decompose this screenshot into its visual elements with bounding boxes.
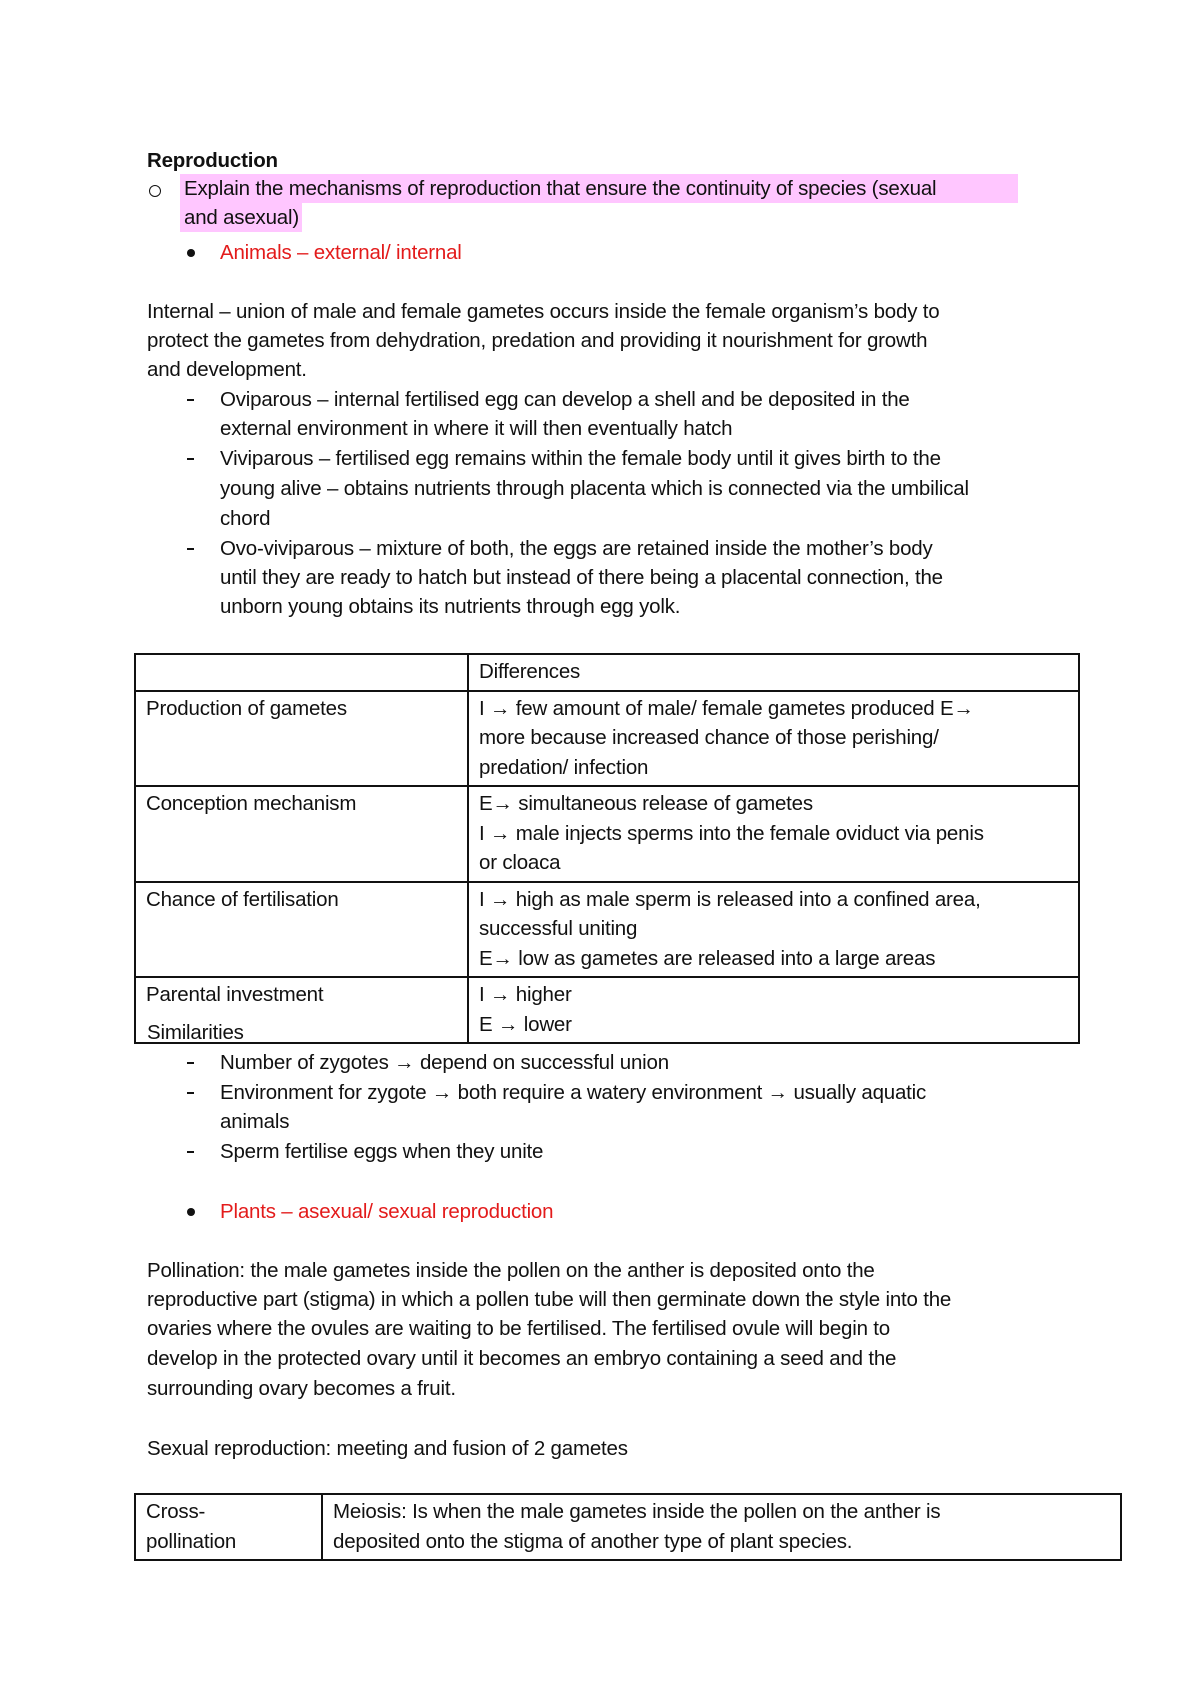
table-header: Differences bbox=[468, 654, 1079, 691]
dash-icon bbox=[187, 1151, 194, 1153]
table-row bbox=[135, 691, 1079, 787]
paragraph-line: Pollination: the male gametes inside the pollen on the anther is deposited onto the bbox=[147, 1259, 875, 1282]
dash-icon bbox=[187, 1062, 194, 1064]
table-row bbox=[135, 882, 1079, 978]
paragraph-line: Sexual reproduction: meeting and fusion of 2 gametes bbox=[147, 1437, 628, 1460]
list-item-line: external environment in where it will then eventually hatch bbox=[220, 417, 733, 440]
dash-icon bbox=[187, 548, 194, 550]
animals-heading: Animals – external/ internal bbox=[220, 241, 462, 264]
paragraph-line: and development. bbox=[147, 358, 307, 381]
row-label: Parental investment bbox=[135, 977, 468, 1043]
cell-line: more because increased chance of those perishing/ bbox=[479, 726, 939, 749]
bullet-icon bbox=[187, 1208, 195, 1216]
differences-table bbox=[134, 653, 1080, 1044]
table-row bbox=[135, 654, 1079, 691]
row-label: Chance of fertilisation bbox=[135, 882, 468, 978]
cell-line: pollination bbox=[146, 1529, 237, 1553]
list-item-line: Environment for zygote → both require a watery environment → usually aquatic bbox=[220, 1081, 927, 1104]
paragraph-line: reproductive part (stigma) in which a pollen tube will then germinate down the style into the bbox=[147, 1288, 952, 1311]
similarities-title: Similarities bbox=[147, 1021, 244, 1044]
table-cell bbox=[468, 786, 1079, 882]
table-row bbox=[135, 786, 1079, 882]
bullet-icon bbox=[187, 249, 195, 257]
cell-line: deposited onto the stigma of another type of plant species. bbox=[333, 1529, 853, 1553]
objective-line: Explain the mechanisms of reproduction that ensure the continuity of species (sexual bbox=[184, 177, 937, 200]
list-item-line: unborn young obtains its nutrients through egg yolk. bbox=[220, 595, 681, 618]
list-item-line: Viviparous – fertilised egg remains within the female body until it gives birth to the bbox=[220, 447, 941, 470]
list-item-line: chord bbox=[220, 507, 271, 530]
list-item-line: Sperm fertilise eggs when they unite bbox=[220, 1140, 544, 1163]
dash-icon bbox=[187, 458, 194, 460]
list-item-line: until they are ready to hatch but instead of there being a placental connection, the bbox=[220, 566, 943, 589]
table-row bbox=[135, 977, 1079, 1043]
row-label bbox=[135, 1494, 322, 1560]
cell-line: I → higher bbox=[479, 983, 572, 1006]
paragraph-line: protect the gametes from dehydration, predation and providing it nourishment for growth bbox=[147, 329, 928, 352]
table-cell bbox=[468, 882, 1079, 978]
row-label: Conception mechanism bbox=[135, 786, 468, 882]
objective-line: and asexual) bbox=[184, 206, 299, 229]
list-item-line: Number of zygotes → depend on successful union bbox=[220, 1051, 669, 1074]
cell-line: or cloaca bbox=[479, 851, 561, 874]
cell-line: E→ low as gametes are released into a large areas bbox=[479, 946, 936, 970]
circle-bullet-icon bbox=[149, 185, 161, 197]
list-item-line: Oviparous – internal fertilised egg can develop a shell and be deposited in the bbox=[220, 388, 910, 411]
cell-line: I → male injects sperms into the female oviduct via penis bbox=[479, 821, 984, 845]
row-label: Production of gametes bbox=[135, 691, 468, 787]
cell-line: predation/ infection bbox=[479, 755, 649, 779]
list-item-line: animals bbox=[220, 1110, 290, 1133]
cell-line: successful uniting bbox=[479, 917, 638, 940]
page-title: Reproduction bbox=[147, 149, 278, 172]
table-row bbox=[135, 1494, 1121, 1560]
table-cell bbox=[468, 691, 1079, 787]
cell-line: E → lower bbox=[479, 1012, 572, 1036]
cell-line: I → high as male sperm is released into a confined area, bbox=[479, 887, 981, 911]
paragraph-line: ovaries where the ovules are waiting to be fertilised. The fertilised ovule will begin to bbox=[147, 1317, 891, 1340]
paragraph-line: develop in the protected ovary until it becomes an embryo containing a seed and the bbox=[147, 1347, 897, 1370]
cell-line: Cross- bbox=[146, 1500, 206, 1523]
table-cell bbox=[468, 977, 1079, 1043]
cross-pollination-table bbox=[134, 1493, 1122, 1561]
paragraph-line: Internal – union of male and female gametes occurs inside the female organism’s body to bbox=[147, 300, 940, 323]
paragraph-line: surrounding ovary becomes a fruit. bbox=[147, 1377, 456, 1400]
cell-line: I → few amount of male/ female gametes produced E→ bbox=[479, 696, 974, 720]
cell-line: E→ simultaneous release of gametes bbox=[479, 792, 813, 815]
table-cell bbox=[322, 1494, 1121, 1560]
dash-icon bbox=[187, 399, 194, 401]
list-item-line: young alive – obtains nutrients through placenta which is connected via the umbilical bbox=[220, 477, 969, 500]
table-cell bbox=[135, 654, 468, 691]
cell-line: Meiosis: Is when the male gametes inside the pollen on the anther is bbox=[333, 1500, 941, 1523]
plants-heading: Plants – asexual/ sexual reproduction bbox=[220, 1200, 554, 1223]
list-item-line: Ovo-viviparous – mixture of both, the eggs are retained inside the mother’s body bbox=[220, 537, 933, 560]
dash-icon bbox=[187, 1092, 194, 1094]
